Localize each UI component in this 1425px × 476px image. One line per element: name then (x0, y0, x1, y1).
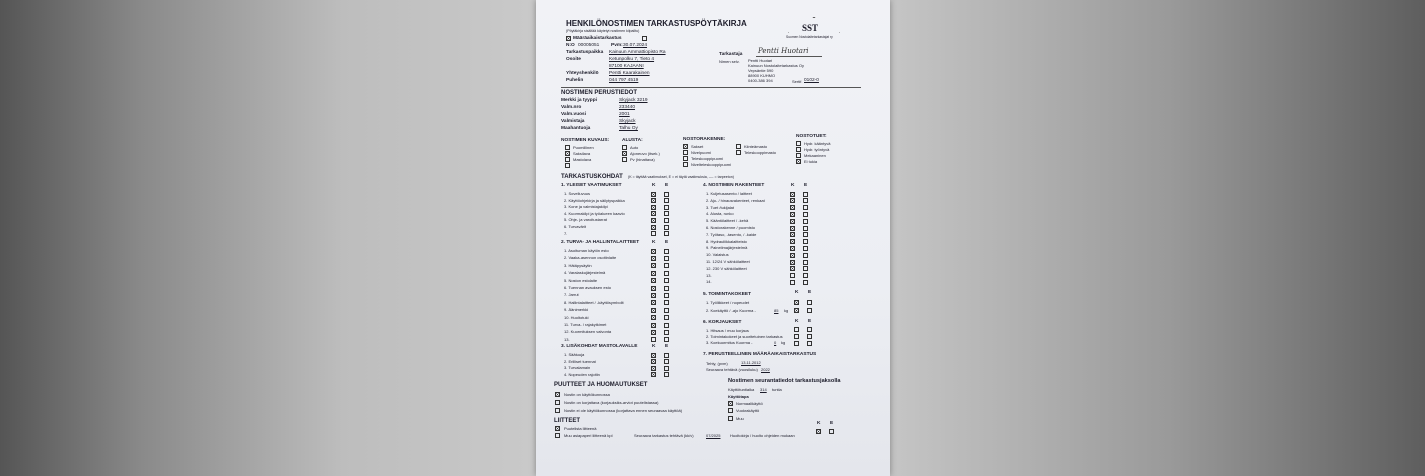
s5-k-0[interactable] (794, 300, 799, 305)
tuet-checkbox-2[interactable] (796, 153, 801, 158)
kohdat-legend: (K = täyttää vaatimukset, E = ei täytä vaatimuksia, ---- = tarpeeton) (628, 175, 734, 179)
logo-text: SST (802, 23, 819, 33)
s4_items-e-checkbox-8[interactable] (803, 246, 808, 251)
valmnro-label: Valm.nro (561, 105, 582, 110)
s1-e-header: E (665, 183, 669, 188)
s1_items-e-checkbox-0[interactable] (664, 192, 669, 197)
s1_items-k-checkbox-3[interactable] (651, 211, 656, 216)
s1-title: 1. YLEISET VAATIMUKSET (561, 183, 622, 188)
s6-e-0[interactable] (807, 327, 812, 332)
s3-k-header: K (652, 344, 656, 349)
s4_items-k-checkbox-6[interactable] (790, 232, 795, 237)
s6-e-header: E (808, 319, 812, 324)
huolto-e-header: E (830, 421, 834, 426)
s4_items-item-4: 5. Kääntölaitteet / -kehä (706, 218, 749, 224)
s6-e-1[interactable] (807, 334, 812, 339)
pvm-label: Pvm: (611, 43, 623, 48)
tarkastaja-address2: 88900 KUHMO (748, 73, 776, 78)
s4_items-k-checkbox-11[interactable] (790, 266, 795, 271)
s1_items-k-checkbox-1[interactable] (651, 198, 656, 203)
s2_items-k-checkbox-5[interactable] (651, 286, 656, 291)
s4_items-k-checkbox-13[interactable] (790, 280, 795, 285)
s4_items-item-2: 3. Tuet /tukijalat (706, 204, 735, 210)
kuvaus-checkbox-0[interactable] (565, 145, 570, 150)
s1_items-e-checkbox-1[interactable] (664, 198, 669, 203)
merkki-value: Skyjack 3219 (619, 98, 648, 103)
inspection-document (536, 0, 890, 476)
alusta-checkbox-2[interactable] (622, 157, 627, 162)
s4_items-e-checkbox-7[interactable] (803, 239, 808, 244)
puutteet-checkbox-0[interactable] (555, 392, 560, 397)
s2_items-item-7: 8. Hallintalaitteet / -käyttösymbolit (564, 299, 624, 305)
kuvaus-checkbox-3[interactable] (565, 163, 570, 168)
s2_items-k-checkbox-10[interactable] (651, 323, 656, 328)
tuet-item-1: Hydr. työntyvä (804, 147, 830, 152)
s4_items-k-checkbox-4[interactable] (790, 219, 795, 224)
tarkastaja-name: Pentti Huotari (748, 58, 773, 63)
s2_items-k-checkbox-0[interactable] (651, 249, 656, 254)
s2_items-k-checkbox-6[interactable] (651, 293, 656, 298)
s1_items-e-checkbox-2[interactable] (664, 205, 669, 210)
s6-item-1: 2. Toimintakokeet ja suoritetuinen tarkastus (706, 334, 783, 339)
s4_items-e-checkbox-12[interactable] (803, 273, 808, 278)
s2_items-item-1: 2. Vaaka-asennon osoitinlaite (564, 255, 617, 261)
rakenne-item-3: Nivelteleskooppipuomi (691, 162, 732, 167)
s2_items-item-8: 9. Äänimerkki (564, 307, 589, 313)
maahantuoja-label: Maahantuoja (561, 126, 591, 131)
s4-k-header: K (791, 183, 795, 188)
s3_items-k-checkbox-0[interactable] (651, 353, 656, 358)
rakenne-label: NOSTORAKENNE: (683, 137, 726, 142)
s5-item-0: 1. Työliikkeet / nopeudet (706, 300, 750, 305)
tarkastaja-company: Kainuun Nostolaitetarkastus Oy (748, 63, 805, 68)
kaytto-label: Käyttötapa (728, 394, 749, 399)
tarkastaja-signature: Pentti Huotari (758, 47, 809, 55)
valmvuosi-value: 2001 (619, 112, 630, 117)
nimen-label: Nimen selv. (719, 59, 740, 64)
s4_items-k-checkbox-2[interactable] (790, 205, 795, 210)
s1_items-k-checkbox-0[interactable] (651, 192, 656, 197)
s4_items-k-checkbox-5[interactable] (790, 226, 795, 231)
s4_items-k-checkbox-1[interactable] (790, 198, 795, 203)
s5-title: 5. TOIMINTAKOKEET (703, 292, 752, 297)
s2_items-k-checkbox-2[interactable] (651, 263, 656, 268)
tuet-checkbox-0[interactable] (796, 141, 801, 146)
paikka-label: Tarkastuspaikka (566, 50, 604, 55)
s2_items-item-9: 10. Huoltotuki (564, 314, 589, 320)
s1_items-e-checkbox-4[interactable] (664, 218, 669, 223)
valmnro-value: 233440 (619, 105, 636, 110)
kaytto-item-0: Normaalikäyttö (736, 401, 763, 406)
s4_items-k-checkbox-12[interactable] (790, 273, 795, 278)
s4_items-item-9: 10. Valaistus (706, 252, 729, 258)
s1-k-header: K (652, 183, 656, 188)
s3_items-e-checkbox-1[interactable] (664, 359, 669, 364)
s4_items-e-checkbox-10[interactable] (803, 260, 808, 265)
seuranta-heading: Nostimen seurantatiedot tarkastusjaksolla (728, 378, 841, 384)
s6-e-2[interactable] (807, 341, 812, 346)
tuet-checkbox-1[interactable] (796, 147, 801, 152)
huolto-k-checkbox[interactable] (816, 429, 821, 434)
rakenne-item-1: Nivelpuomi (691, 150, 711, 155)
huolto-k-header: K (817, 421, 821, 426)
s4_items-e-checkbox-11[interactable] (803, 266, 808, 271)
s5-kg: kg (784, 308, 789, 313)
s1_items-item-0: 1. Sovelluvuus (564, 191, 591, 196)
s3_items-k-checkbox-3[interactable] (651, 372, 656, 377)
s2-e-header: E (665, 240, 669, 245)
rakenne-checkbox-3[interactable] (683, 162, 688, 167)
maahantuoja-value: Talhu Oy (619, 126, 638, 131)
s4_items-item-6: 7. Työtaso, -tasento, / -kaide (706, 231, 757, 237)
s1_items-e-checkbox-5[interactable] (664, 225, 669, 230)
rakenne-item-2: Teleskooppipuomi (691, 156, 724, 161)
s3-e-header: E (665, 344, 669, 349)
s2_items-e-checkbox-12[interactable] (664, 337, 669, 342)
nro-label: N:O (566, 43, 575, 48)
kaytto-item-1: Vuokrakäyttö (736, 408, 760, 413)
s3_items-item-3: 4. Nopeuden rajoitin (564, 371, 600, 377)
merkki-label: Merkki ja tyyppi (561, 98, 597, 103)
s2_items-k-checkbox-9[interactable] (651, 315, 656, 320)
s2-title: 2. TURVA- JA HALLINTALAITTEET (561, 240, 640, 245)
rakenne-checkbox-1[interactable] (683, 150, 688, 155)
s2_items-k-checkbox-11[interactable] (651, 330, 656, 335)
sertif-value: 0102-0 (804, 78, 819, 83)
s5-k-1[interactable] (794, 308, 799, 313)
s3_items-k-checkbox-2[interactable] (651, 366, 656, 371)
s2_items-e-checkbox-9[interactable] (664, 315, 669, 320)
s2_items-item-3: 4. Varalaskujärjestelmä (564, 270, 606, 276)
tunnit-unit: tuntia (772, 387, 782, 392)
s2_items-e-checkbox-4[interactable] (664, 278, 669, 283)
kaytto-item-2: Muu (736, 416, 744, 421)
tunnit-value: 314 (760, 387, 767, 392)
alusta-item-1: Ajoneuvo (itsek.) (630, 151, 660, 156)
valmvuosi-label: Valm.vuosi (561, 112, 587, 117)
s2_items-item-4: 5. Noston estolaite (564, 277, 598, 283)
s1_items-item-2: 3. Kone ja valmistajakilpi (564, 204, 608, 210)
s4_items-k-checkbox-8[interactable] (790, 246, 795, 251)
s2_items-e-checkbox-2[interactable] (664, 263, 669, 268)
s6-k-2[interactable] (794, 341, 799, 346)
alusta-item-2: Pv (hinattava) (630, 157, 655, 162)
s2_items-item-2: 3. Hätäpysäytin (564, 262, 592, 268)
s5-e-header: E (808, 290, 812, 295)
s3-title: 3. LISÄKOHDAT MASTOLAVALLE (561, 344, 638, 349)
s2_items-item-12: 13. (564, 336, 570, 342)
s2_items-k-checkbox-3[interactable] (651, 271, 656, 276)
s3_items-k-checkbox-1[interactable] (651, 359, 656, 364)
kuvaus-item-1: Saksilava (573, 151, 591, 156)
s2_items-e-checkbox-10[interactable] (664, 323, 669, 328)
s6-kuorma: 0 (774, 340, 777, 345)
document-title: HENKILÖNOSTIMEN TARKASTUSPÖYTÄKIRJA (566, 19, 747, 28)
s4_items-item-13: 14. (706, 279, 712, 285)
puhelin-label: Puhelin (566, 78, 584, 83)
tuet-checkbox-3[interactable] (796, 159, 801, 164)
tarkastaja-phone: 0400-386 394 (748, 78, 773, 83)
tuet-item-0: Hydr. kääntyvä (804, 141, 831, 146)
s5-e-0[interactable] (807, 300, 812, 305)
s6-item-2: 3. Koekuormitus Kuorma - (706, 340, 753, 345)
nro-value: 00005051 (578, 43, 600, 48)
logo-subtext: Suomen Nostolaitetarkastajat ry (786, 35, 833, 39)
s4_items-e-checkbox-4[interactable] (803, 219, 808, 224)
kohdat-heading: TARKASTUSKOHDAT (561, 174, 623, 180)
liitteet-item-0: Puutelista liitteenä (564, 426, 597, 431)
s6-kg: kg (781, 340, 786, 345)
s6-k-header: K (795, 319, 799, 324)
tarkastaja-address1: Vepsäntie 590 (748, 68, 774, 73)
alusta-item-0: Auto (630, 145, 639, 150)
puutteet-item-2: Nostin ei ole käyttökunnossa (korjattava ennen seuraavaa käyttöä) (564, 408, 683, 413)
paikka-value: Kainuun Ammattiopisto Ra (609, 50, 666, 55)
puutteet-heading: PUUTTEET JA HUOMAUTUKSET (554, 382, 648, 388)
sertif-label: Sertif. (792, 79, 803, 84)
kaytto-checkbox-1[interactable] (728, 408, 733, 413)
s5-e-1[interactable] (807, 308, 812, 313)
s4_items-e-checkbox-13[interactable] (803, 280, 808, 285)
s1_items-item-3: 4. Kuormakilpi ja työalueen kaavio (564, 210, 625, 216)
s3_items-item-0: 1. Säätuuja (564, 352, 585, 357)
s4_items-e-checkbox-5[interactable] (803, 226, 808, 231)
s6-title: 6. KORJAUKSET (703, 320, 742, 325)
s2_items-k-checkbox-7[interactable] (651, 300, 656, 305)
s1_items-item-5: 6. Turvavärit (564, 224, 587, 229)
s1_items-item-4: 5. Ohje- ja varoitustarrat (564, 217, 607, 223)
s2_items-k-checkbox-1[interactable] (651, 256, 656, 261)
tunnit-label: Käyttötuntiaika (728, 387, 755, 392)
alusta-checkbox-1[interactable] (622, 151, 627, 156)
osoite-line1: Ketunpolku 7, Tieto 4 (609, 57, 655, 62)
s2_items-item-6: 7. Jarrut (564, 292, 579, 298)
huolto-e-checkbox[interactable] (829, 429, 834, 434)
tarkastaja-label: Tarkastaja (719, 52, 743, 57)
s1_items-k-checkbox-5[interactable] (651, 225, 656, 230)
s3_items-e-checkbox-3[interactable] (664, 372, 669, 377)
s4_items-e-checkbox-6[interactable] (803, 232, 808, 237)
s2_items-e-checkbox-11[interactable] (664, 330, 669, 335)
s1_items-item-1: 2. Käyttöohjekirja ja säilytyspaikka (564, 197, 625, 203)
s3_items-item-2: 3. Turvalamain (564, 365, 591, 371)
s2_items-k-checkbox-8[interactable] (651, 308, 656, 313)
rakenne2-checkbox-1[interactable] (736, 150, 741, 155)
s7-seuraava-label: Seuraava tehtävä (vuosiluku) (706, 367, 758, 372)
s2_items-item-11: 12. Kuormituksen valvonta (564, 329, 612, 335)
s7-seuraava-value: 2022 (761, 367, 770, 372)
s4_items-e-checkbox-3[interactable] (803, 212, 808, 217)
s2_items-e-checkbox-1[interactable] (664, 256, 669, 261)
kuvaus-label: NOSTIMEN KUVAUS: (561, 138, 610, 143)
tuet-label: NOSTOTUET: (796, 134, 827, 139)
rakenne-item-0: Sakset (691, 144, 704, 149)
valmistaja-value: Skyjack (619, 119, 636, 124)
s2_items-e-checkbox-0[interactable] (664, 249, 669, 254)
s4_items-e-checkbox-9[interactable] (803, 253, 808, 258)
osoite-label: Osoite (566, 57, 581, 62)
liitteet-checkbox-0[interactable] (555, 426, 560, 431)
s4_items-k-checkbox-3[interactable] (790, 212, 795, 217)
s5-kuorma: 85 (774, 308, 779, 313)
maaraaika-checkbox[interactable] (566, 36, 571, 41)
maaraaika-label: Määräaikaistarkastus (573, 36, 622, 41)
s7-title: 7. PERUSTEELLINEN MÄÄRÄAIKAISTARKASTUS (703, 352, 817, 357)
liitteet-checkbox-1[interactable] (555, 433, 560, 438)
liitteet-item-1: Muu asiapaperi liitteenä kpl (564, 433, 613, 438)
liitteet-heading: LIITTEET (554, 418, 580, 424)
document-subtitle: (Pöytäkirja sisältää käytetyt nostimen kilpailtu) (566, 29, 640, 33)
s2_items-item-5: 6. Tuennan avauksen esto (564, 285, 611, 290)
puutteet-item-0: Nostin on käyttökunnossa (564, 392, 610, 397)
s1_items-k-checkbox-6[interactable] (651, 231, 656, 236)
alusta-checkbox-0[interactable] (622, 145, 627, 150)
s2_items-e-checkbox-7[interactable] (664, 300, 669, 305)
s2_items-e-checkbox-3[interactable] (664, 271, 669, 276)
s4_items-item-5: 6. Nostorakenne / puomisto (706, 225, 755, 230)
s3_items-item-1: 2. Erilliset tuennat (564, 358, 596, 364)
rakenne-checkbox-0[interactable] (683, 144, 688, 149)
extra-checkbox[interactable] (642, 36, 647, 41)
s4_items-k-checkbox-7[interactable] (790, 239, 795, 244)
kuvaus-checkbox-1[interactable] (565, 151, 570, 156)
puutteet-item-1: Nostin on korjattava (korjauksiks-arviot puutelistassa) (564, 400, 659, 405)
s1_items-k-checkbox-4[interactable] (651, 218, 656, 223)
s4_items-item-12: 13. (706, 272, 712, 278)
s4_items-item-10: 11. 12/24 V sähkölaitteet (706, 259, 750, 264)
rakenne2-checkbox-0[interactable] (736, 144, 741, 149)
s2_items-e-checkbox-8[interactable] (664, 308, 669, 313)
huolto-label: Huoltokirja / huolto ohjeiden mukaan (730, 433, 795, 438)
valmistaja-label: Valmistaja (561, 119, 585, 124)
s4_items-k-checkbox-10[interactable] (790, 260, 795, 265)
osoite-line2: 87100 KAJAANI (609, 64, 644, 69)
s4_items-item-0: 1. Kuljetusasento / laitteet (706, 191, 752, 196)
s6-k-0[interactable] (794, 327, 799, 332)
s5-k-header: K (795, 290, 799, 295)
s6-item-0: 1. Hitsaus / muu korjaus (706, 328, 749, 333)
s4_items-e-checkbox-0[interactable] (803, 192, 808, 197)
tuet-item-2: Mekaaninen (804, 153, 826, 158)
s1_items-k-checkbox-2[interactable] (651, 205, 656, 210)
s6-k-1[interactable] (794, 334, 799, 339)
sst-logo (788, 17, 840, 42)
s2_items-item-10: 11. Turva- / rajakytkimet (564, 322, 607, 327)
pvm-value: 30.07.2024 (623, 43, 648, 48)
s4_items-e-checkbox-2[interactable] (803, 205, 808, 210)
s2_items-e-checkbox-6[interactable] (664, 293, 669, 298)
kuvaus-checkbox-2[interactable] (565, 157, 570, 162)
s4_items-k-checkbox-0[interactable] (790, 192, 795, 197)
s4_items-item-7: 8. Hydrauliikkalaitteisto (706, 238, 747, 244)
s7-tehty-value: 13.11.2012 (741, 360, 761, 365)
s3_items-e-checkbox-0[interactable] (664, 353, 669, 358)
s1_items-e-checkbox-6[interactable] (664, 231, 669, 236)
s1_items-item-6: 7. (564, 230, 568, 236)
seuraava-label: Seuraava tarkastus tehtävä (kk/v) (634, 433, 694, 438)
tuet-item-3: Ei tukia (804, 159, 818, 164)
kaytto-checkbox-0[interactable] (728, 401, 733, 406)
s2_items-k-checkbox-4[interactable] (651, 278, 656, 283)
yhteys-label: Yhteyshenkilö (566, 71, 599, 76)
puutteet-checkbox-2[interactable] (555, 408, 560, 413)
s4_items-e-checkbox-1[interactable] (803, 198, 808, 203)
s4_items-k-checkbox-9[interactable] (790, 253, 795, 258)
seuraava-value: 07/2025 (706, 433, 721, 438)
s4_items-item-1: 2. Ajo- / hinausrakenteet, renkaat (706, 197, 765, 203)
perustiedot-heading: NOSTIMEN PERUSTIEDOT (561, 90, 638, 96)
rakenne2-item-0: Kiinteämasto (744, 144, 768, 149)
kaytto-checkbox-2[interactable] (728, 416, 733, 421)
puhelin-value: 044 797 4519 (609, 78, 639, 83)
s4-title: 4. NOSTIMEN RAKENTEET (703, 183, 765, 188)
s2_items-item-0: 1. Asoituman käytön esto (564, 248, 609, 253)
s4-e-header: E (804, 183, 808, 188)
s7-tehty-label: Tehty, (pvm) (706, 361, 728, 366)
s2-k-header: K (652, 240, 656, 245)
yhteys-value: Pentti Kaarakainen (609, 71, 650, 76)
s4_items-item-11: 12. 230 V sähkölaitteet (706, 265, 747, 271)
rakenne2-item-1: Teleskooppimasto (744, 150, 777, 155)
s2_items-e-checkbox-5[interactable] (664, 286, 669, 291)
s5-item-1: 2. Koekäyttö / -ajo Kuorma - (706, 308, 756, 313)
s4_items-item-3: 4. Alusta, runko (706, 211, 734, 217)
s3_items-e-checkbox-2[interactable] (664, 366, 669, 371)
kuvaus-item-0: Puomillinen (573, 145, 594, 150)
s4_items-item-8: 9. Paineilmajärjestelmä (706, 245, 748, 251)
rakenne-checkbox-2[interactable] (683, 156, 688, 161)
alusta-label: ALUSTA: (622, 138, 643, 143)
s2_items-k-checkbox-12[interactable] (651, 337, 656, 342)
puutteet-checkbox-1[interactable] (555, 400, 560, 405)
kuvaus-item-2: Mastolava (573, 157, 592, 162)
s1_items-e-checkbox-3[interactable] (664, 211, 669, 216)
